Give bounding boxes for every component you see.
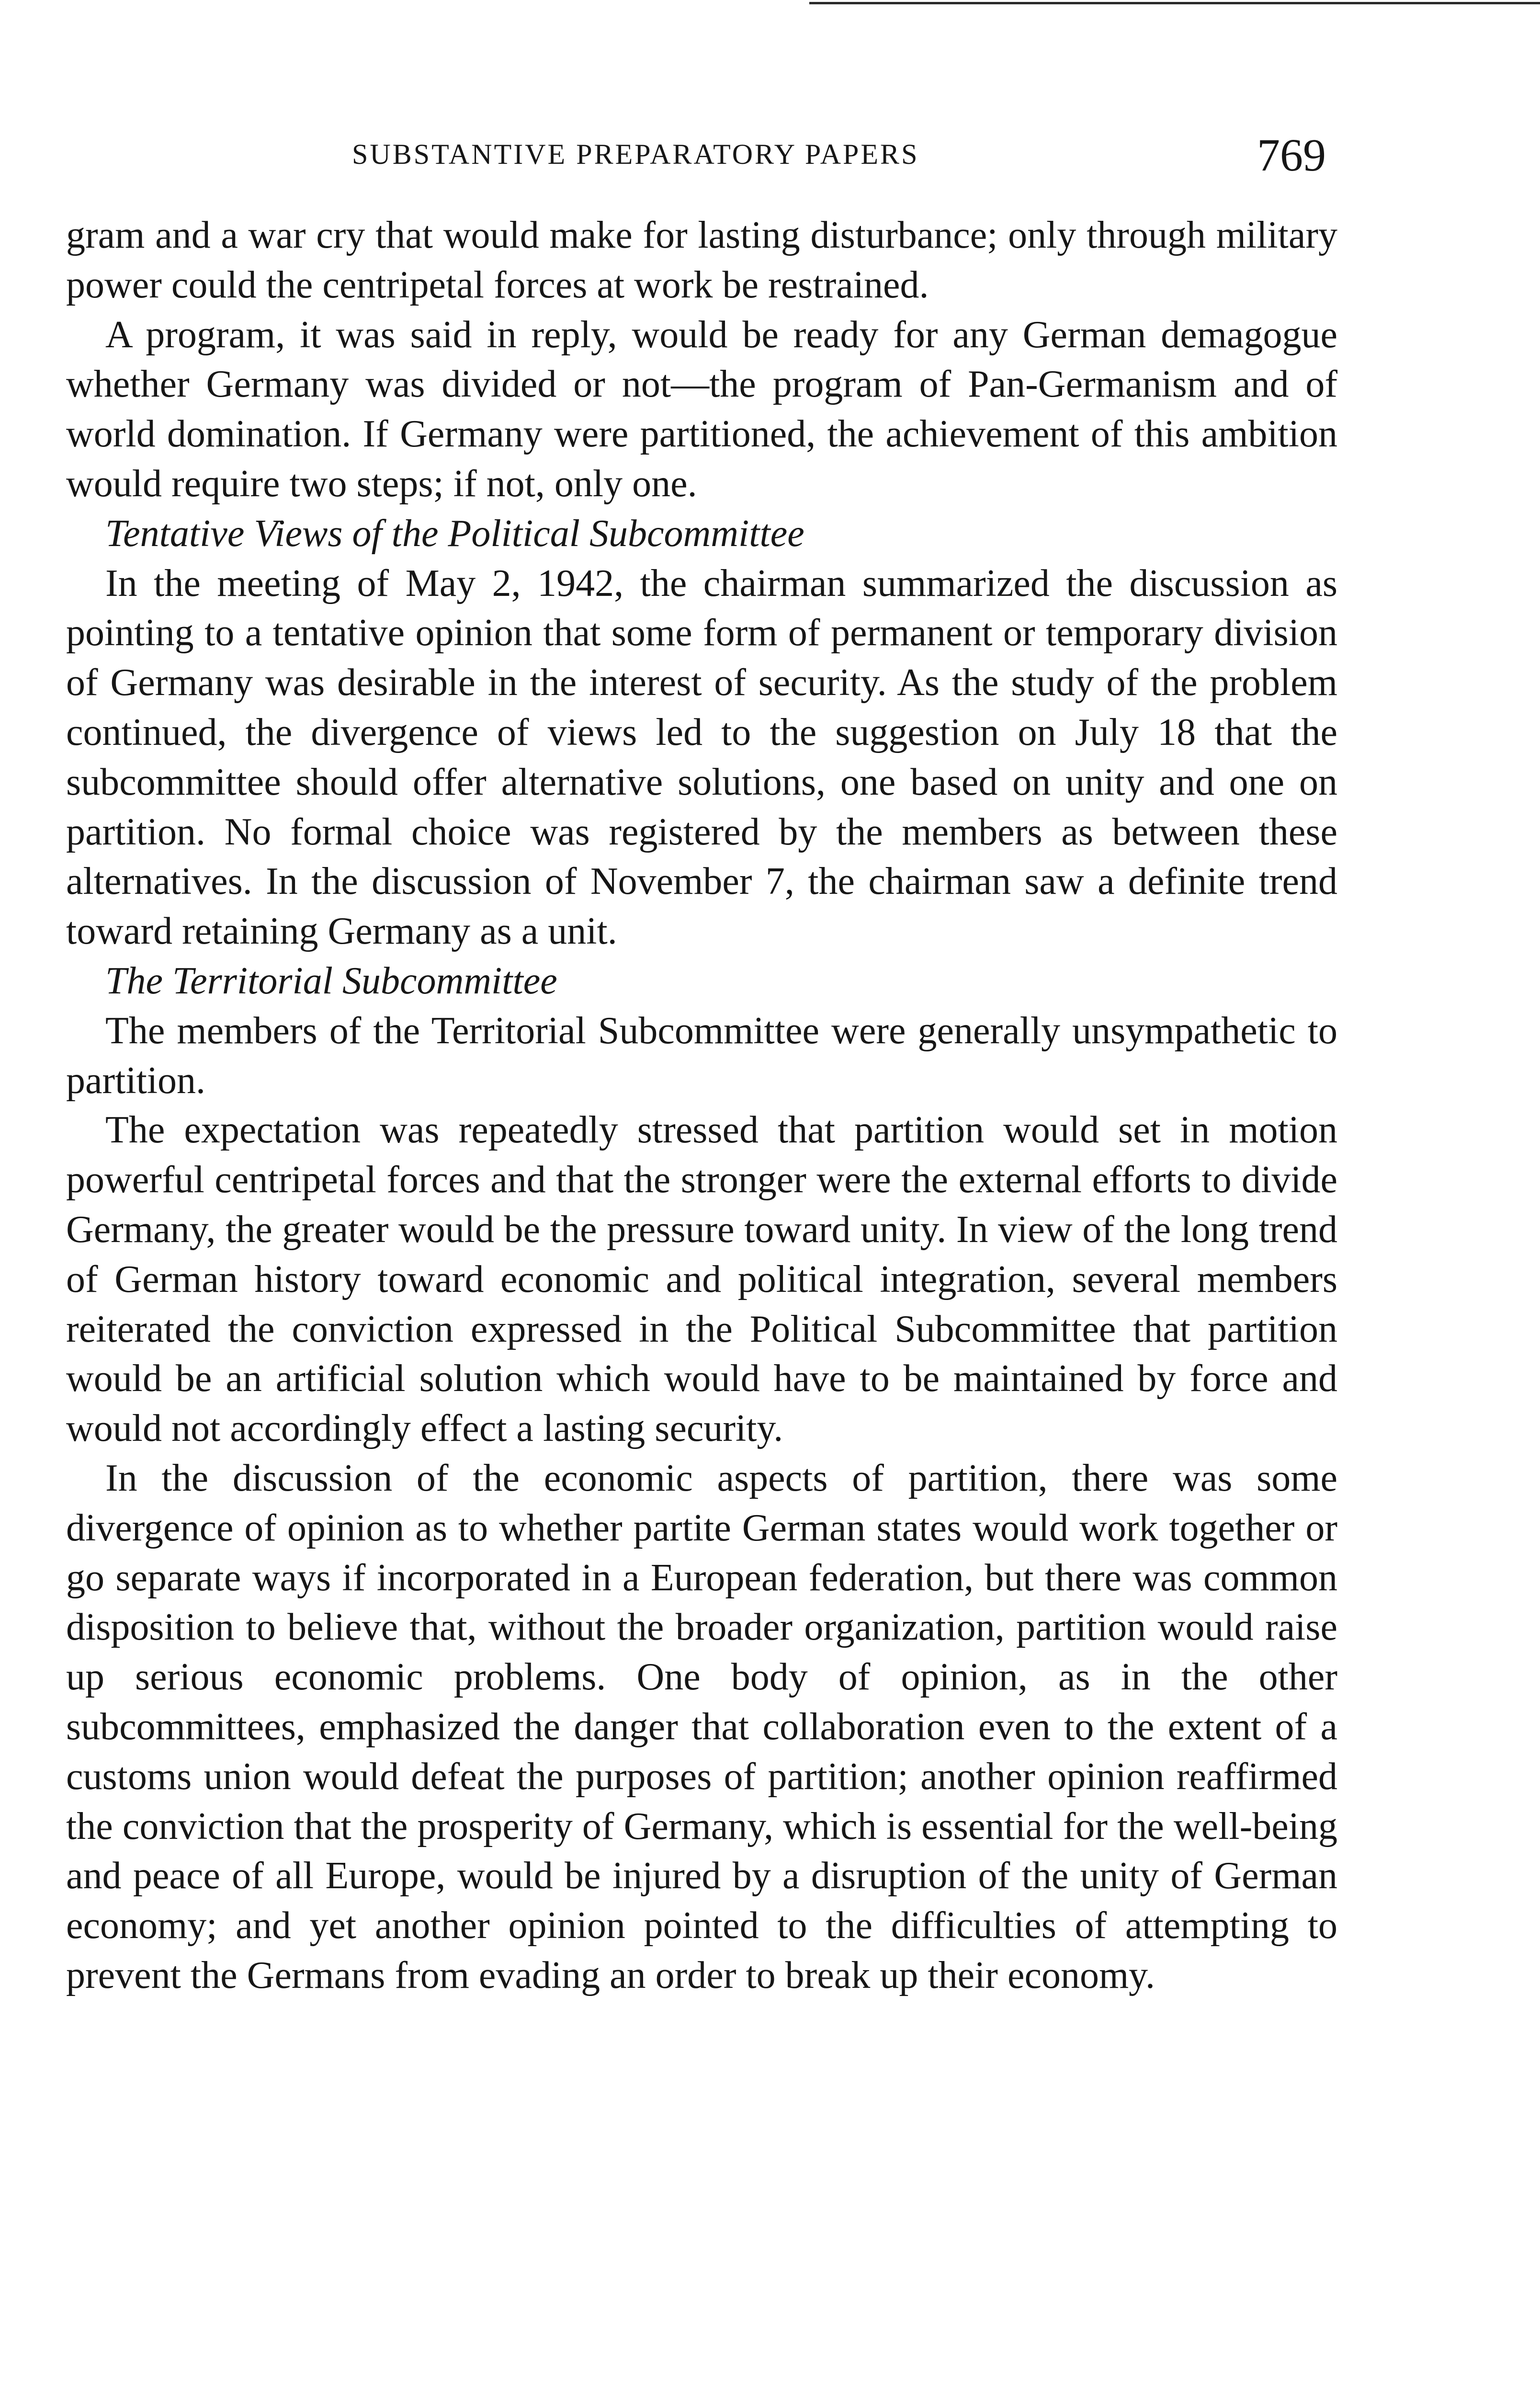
- section-heading-political-subcommittee: Tentative Views of the Political Subcommittee: [105, 512, 804, 555]
- paragraph-territorial-members: The members of the Territorial Subcommittee were generally unsympathetic to partition.: [66, 1009, 1337, 1102]
- page-header: [0, 120, 1540, 182]
- paragraph-economic-aspects: In the discussion of the economic aspects of partition, there was some divergence of opinion as to whether partite German states would work together or go separate ways if incorporated in a European federation, but there was common disposition to believe that, without the broader organization, partition would raise up serious economic problems. One body of opinion, as in the other subcommittees, emphasized the danger that collaboration even to the extent of a customs union would defeat the purposes of partition; another opinion reaffirmed the conviction that the prosperity of Germany, which is essential for the well-being and peace of all Europe, would be injured by a disruption of the unity of German economy; and yet another opinion pointed to the difficulties of attempting to prevent the Germans from evading an order to break up their economy.: [66, 1457, 1337, 1996]
- top-edge-rule: [809, 2, 1540, 4]
- paragraph-political-subcommittee: In the meeting of May 2, 1942, the chairman summarized the discussion as pointing to a tentative opinion that some form of permanent or temporary division of Germany was desirable in the interest of security. As the study of the problem continued, the divergence of views led to the suggestion on July 18 that the subcommittee should offer alternative solutions, one based on unity and one on partition. No formal choice was registered by the members as between these alternatives. In the discussion of November 7, the chairman saw a definite trend toward retaining Germany as a unit.: [66, 562, 1337, 953]
- page-number: 769: [1257, 129, 1326, 181]
- section-heading-territorial-subcommittee: The Territorial Subcommittee: [105, 959, 557, 1002]
- paragraph-continuation: gram and a war cry that would make for lasting disturbance; only through military power could the centripetal forces at work be restrained.: [66, 214, 1337, 306]
- paragraph-program-reply: A program, it was said in reply, would be ready for any German demagogue whether Germany was divided or not—the program of Pan-Germanism and of world domination. If Germany were partitioned, the achievement of this ambition would require two steps; if not, only one.: [66, 313, 1337, 505]
- text-body: [66, 211, 1337, 2001]
- paragraph-centripetal-forces: The expectation was repeatedly stressed that partition would set in motion powerful centripetal forces and that the stronger were the external efforts to divide Germany, the greater would be the pressure toward unity. In view of the long trend of German history toward economic and political integration, several members reiterated the conviction expressed in the Political Subcommittee that partition would be an artificial solution which would have to be maintained by force and would not accordingly effect a lasting security.: [66, 1109, 1337, 1450]
- running-head: SUBSTANTIVE PREPARATORY PAPERS: [352, 138, 919, 170]
